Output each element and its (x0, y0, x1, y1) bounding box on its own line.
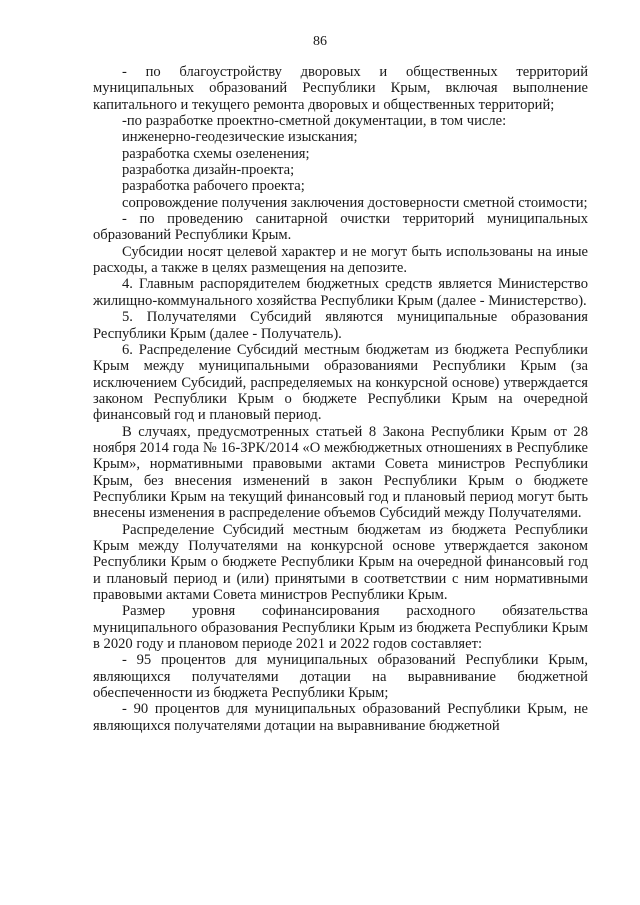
paragraph-sanitary-cleaning: - по проведению санитарной очистки территорий муниципальных образований Республики Крым. (93, 211, 588, 244)
paragraph-targeted-subsidies: Субсидии носят целевой характер и не могут быть использованы на иные расходы, а также в целях размещения на депозите. (93, 243, 588, 277)
paragraph-working-project: разработка рабочего проекта; (122, 178, 305, 195)
paragraph-90-percent: - 90 процентов для муниципальных образований Республики Крым, не являющихся получателями дотации на выравнивание бюджетной (93, 701, 588, 734)
paragraph-landscaping-scheme: разработка схемы озеленения; (122, 145, 310, 162)
paragraph-improvement-territories: - по благоустройству дворовых и общественных территорий муниципальных образований Республики Крым, включая выполнение капитального и текущего ремонта дворовых и общественных территорий; (93, 64, 588, 113)
paragraph-design-project: разработка дизайн-проекта; (122, 162, 295, 179)
paragraph-distribution-changes: В случаях, предусмотренных статьей 8 Закона Республики Крым от 28 ноября 2014 года № 16-ЗРК/2014 «О межбюджетных отношениях в Республике Крым», нормативными правовыми актами Совета министров Республики Крым, без внесения изменений в закон Республики Крым о бюджете Республики Крым на текущий финансовый год и плановый период могут быть внесены изменения в распределение объемов Субсидий между Получателями. (93, 423, 588, 522)
paragraph-95-percent: - 95 процентов для муниципальных образований Республики Крым, являющихся получателями дотации на выравнивание бюджетной обеспеченности из бюджета Республики Крым; (93, 652, 588, 702)
paragraph-geodetic-surveys: инженерно-геодезические изыскания; (122, 129, 358, 146)
paragraph-competitive-distribution: Распределение Субсидий местным бюджетам из бюджета Республики Крым между Получателями на конкурсной основе утверждается законом Республики Крым о бюджете Республики Крым на очередной финансовый год и плановый период и (или) принятыми в соответствии с ним нормативными правовыми актами Совета министров Республики Крым. (93, 521, 588, 603)
document-text (93, 64, 588, 734)
paragraph-chief-administrator: 4. Главным распорядителем бюджетных средств является Министерство жилищно-коммунального хозяйства Республики Крым (далее - Министерство). (93, 276, 588, 309)
paragraph-design-estimates: -по разработке проектно-сметной документации, в том числе: (122, 113, 507, 130)
page-number: 86 (313, 34, 327, 49)
paragraph-cost-verification: сопровождение получения заключения достоверности сметной стоимости; (122, 194, 588, 211)
paragraph-cofinancing-level: Размер уровня софинансирования расходного обязательства муниципального образования Республики Крым из бюджета Республики Крым в 2020 году и плановом периоде 2021 и 2022 годов составляет: (93, 603, 588, 653)
paragraph-recipients: 5. Получателями Субсидий являются муниципальные образования Республики Крым (далее - Получатель). (93, 309, 588, 342)
paragraph-distribution-law: 6. Распределение Субсидий местным бюджетам из бюджета Республики Крым между муниципальными образованиями Республики Крым (за исключением Субсидий, распределяемых на конкурсной основе) утверждается законом Республики Крым о бюджете Республики Крым на очередной финансовый год и плановый период. (93, 341, 588, 424)
